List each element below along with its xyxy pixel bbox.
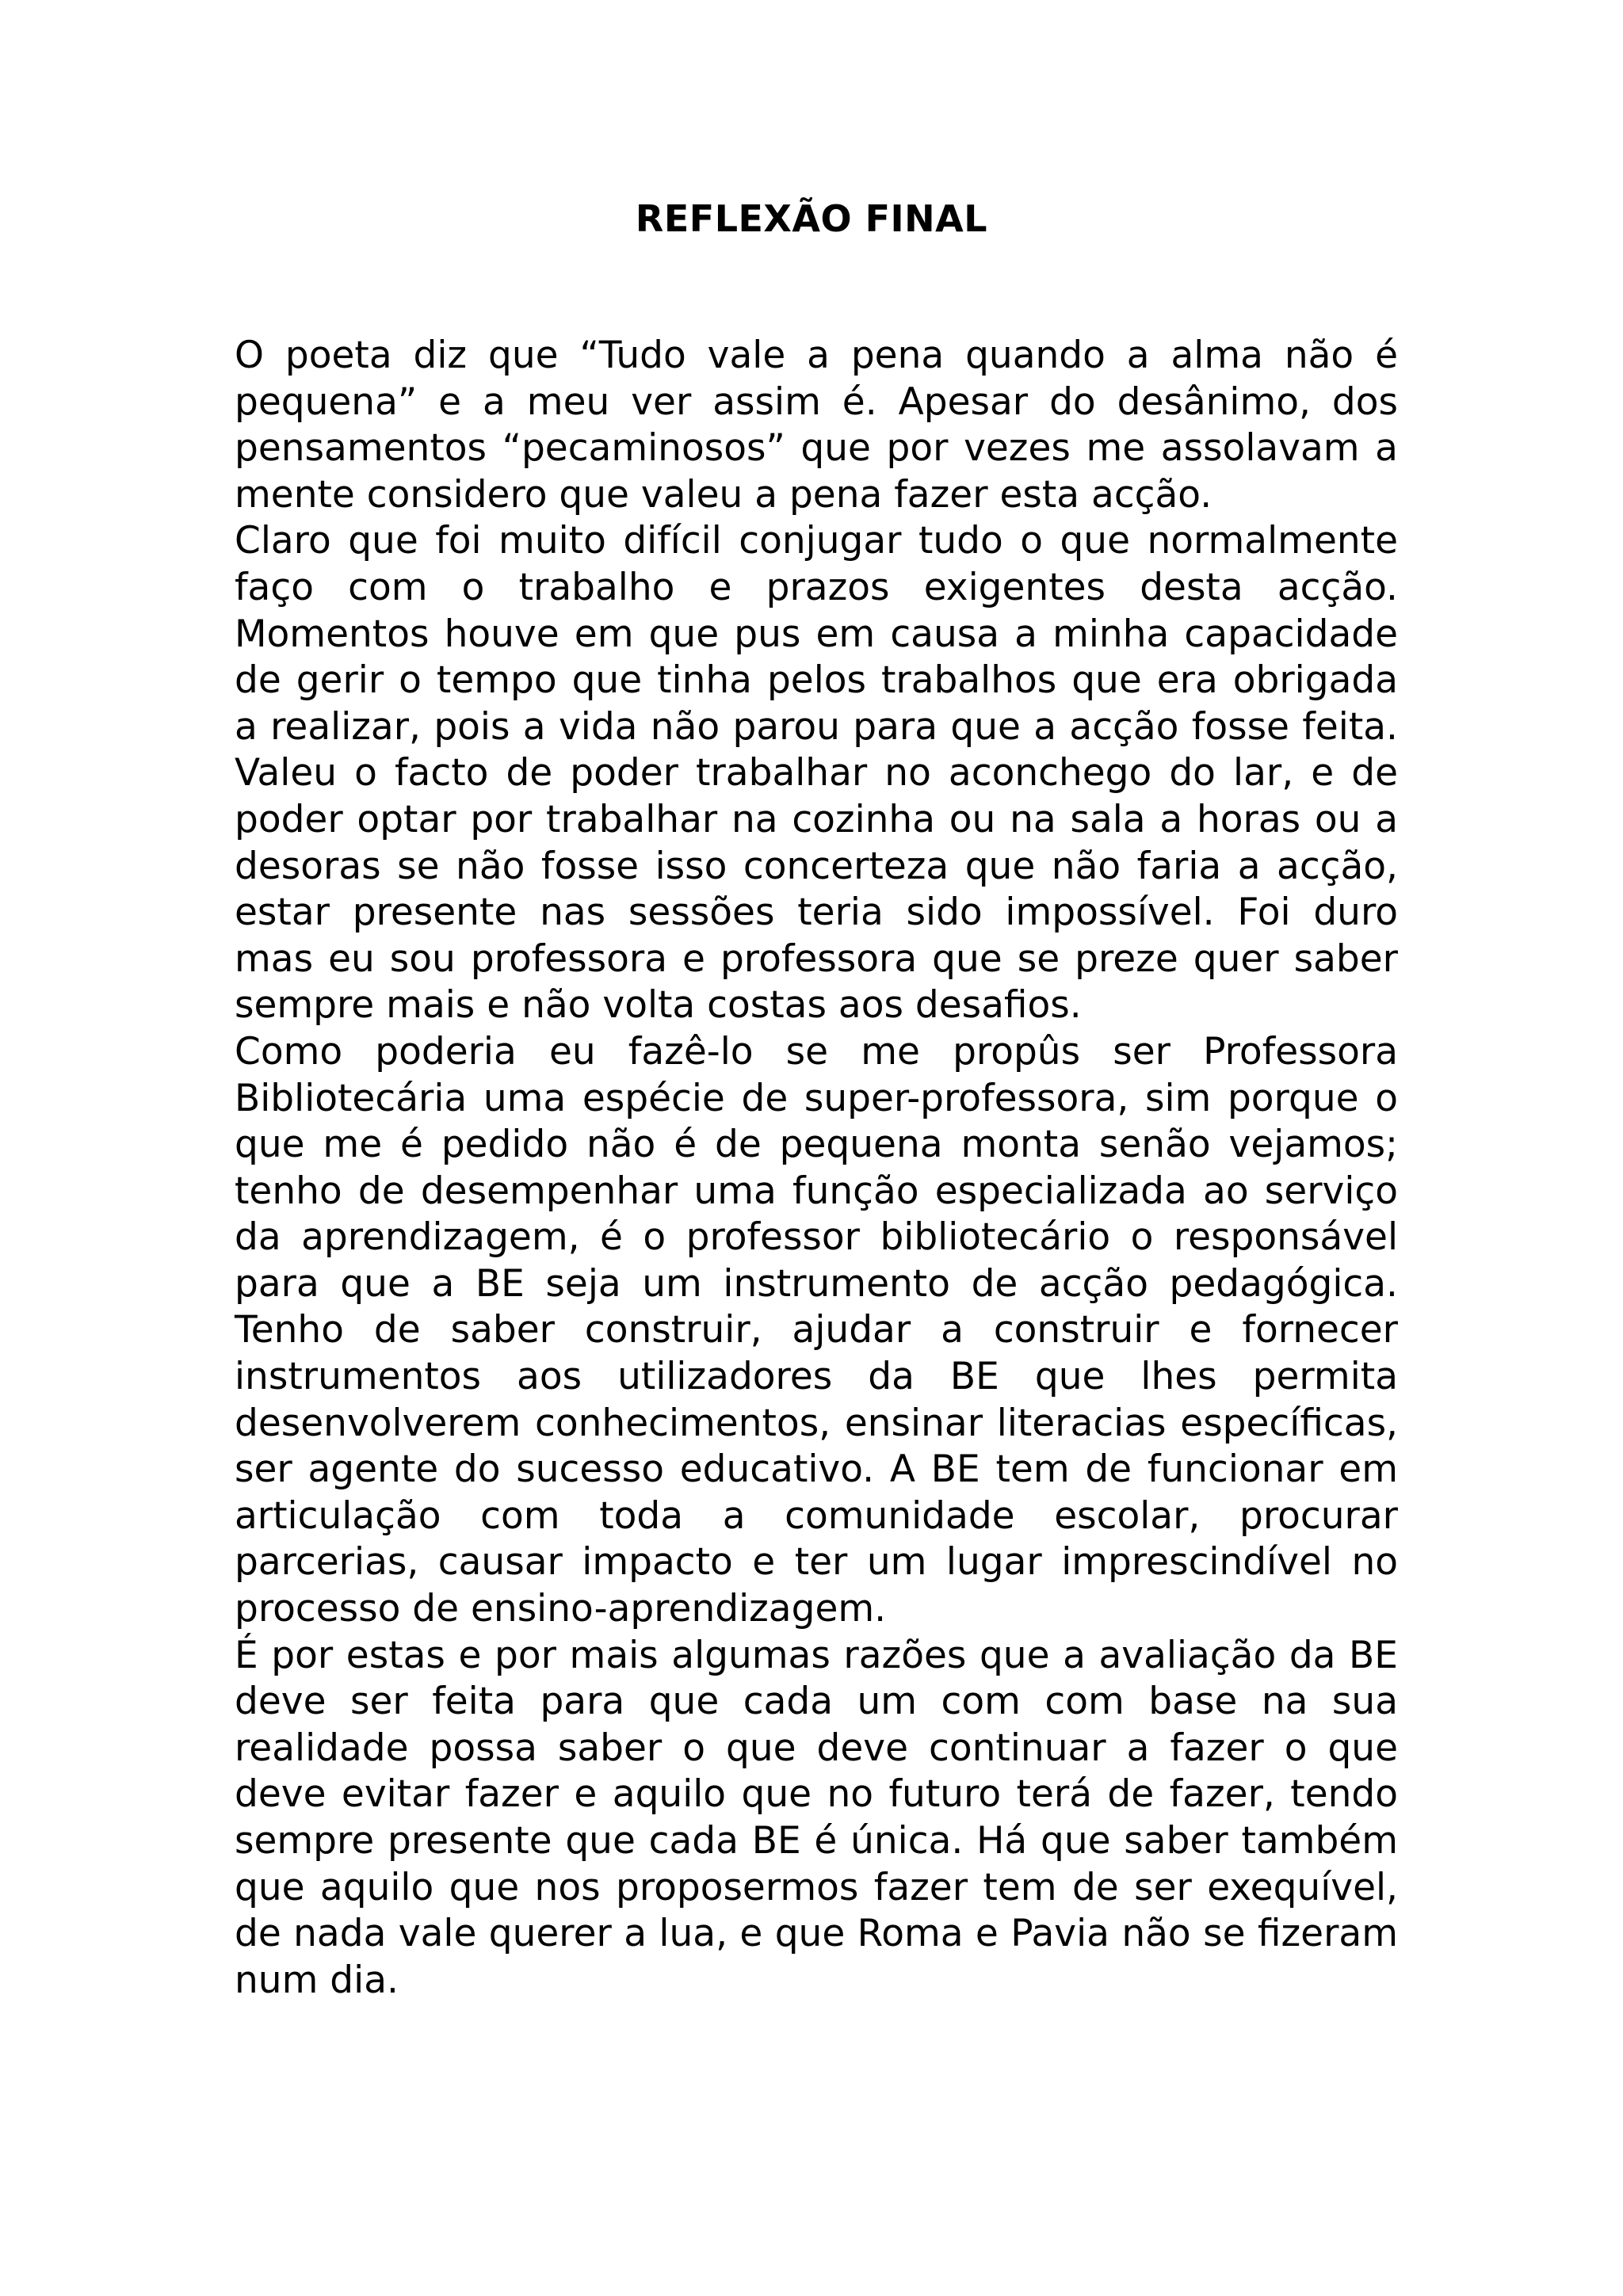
paragraph-2: Claro que foi muito difícil conjugar tudo o que normalmente faço com o trabalho e prazos exigentes desta acção. Momentos houve em que pus em causa a minha capacidade de gerir o tempo que tinha pelos trabalhos que era obrigada a realizar, pois a vida não parou para que a acção fosse feita. Valeu o facto de poder trabalhar no aconchego do lar, e de poder optar por trabalhar na cozinha ou na sala a horas ou a desoras se não fosse isso concerteza que não faria a acção, estar presente nas sessões teria sido impossível. Foi duro mas eu sou professora e professora que se preze quer saber sempre mais e não volta costas aos desafios.	[235, 519, 1398, 1028]
document-body	[235, 333, 1398, 2004]
paragraph-4: É por estas e por mais algumas razões que a avaliação da BE deve ser feita para que cada um com com base na sua realidade possa saber o que deve continuar a fazer o que deve evitar fazer e aquilo que no futuro terá de fazer, tendo sempre presente que cada BE é única. Há que saber também que aquilo que nos proposermos fazer tem de ser exequível, de nada vale querer a lua, e que Roma e Pavia não se fizeram num dia.	[235, 1633, 1398, 2002]
paragraph-3: Como poderia eu fazê-lo se me propûs ser Professora Bibliotecária uma espécie de super-professora, sim porque o que me é pedido não é de pequena monta senão vejamos; tenho de desempenhar uma função especializada ao serviço da aprendizagem, é o professor bibliotecário o responsável para que a BE seja um instrumento de acção pedagógica. Tenho de saber construir, ajudar a construir e fornecer instrumentos aos utilizadores da BE que lhes permita desenvolverem conhecimentos, ensinar literacias específicas, ser agente do sucesso educativo. A BE tem de funcionar em articulação com toda a comunidade escolar, procurar parcerias, causar impacto e ter um lugar imprescindível no processo de ensino-aprendizagem.	[235, 1029, 1398, 1631]
paragraph-1: O poeta diz que “Tudo vale a pena quando a alma não é pequena” e a meu ver assim é. Apesar do desânimo, dos pensamentos “pecaminosos” que por vezes me assolavam a mente considero que valeu a pena fazer esta acção.	[235, 334, 1398, 517]
document-title: REFLEXÃO FINAL	[635, 197, 988, 240]
